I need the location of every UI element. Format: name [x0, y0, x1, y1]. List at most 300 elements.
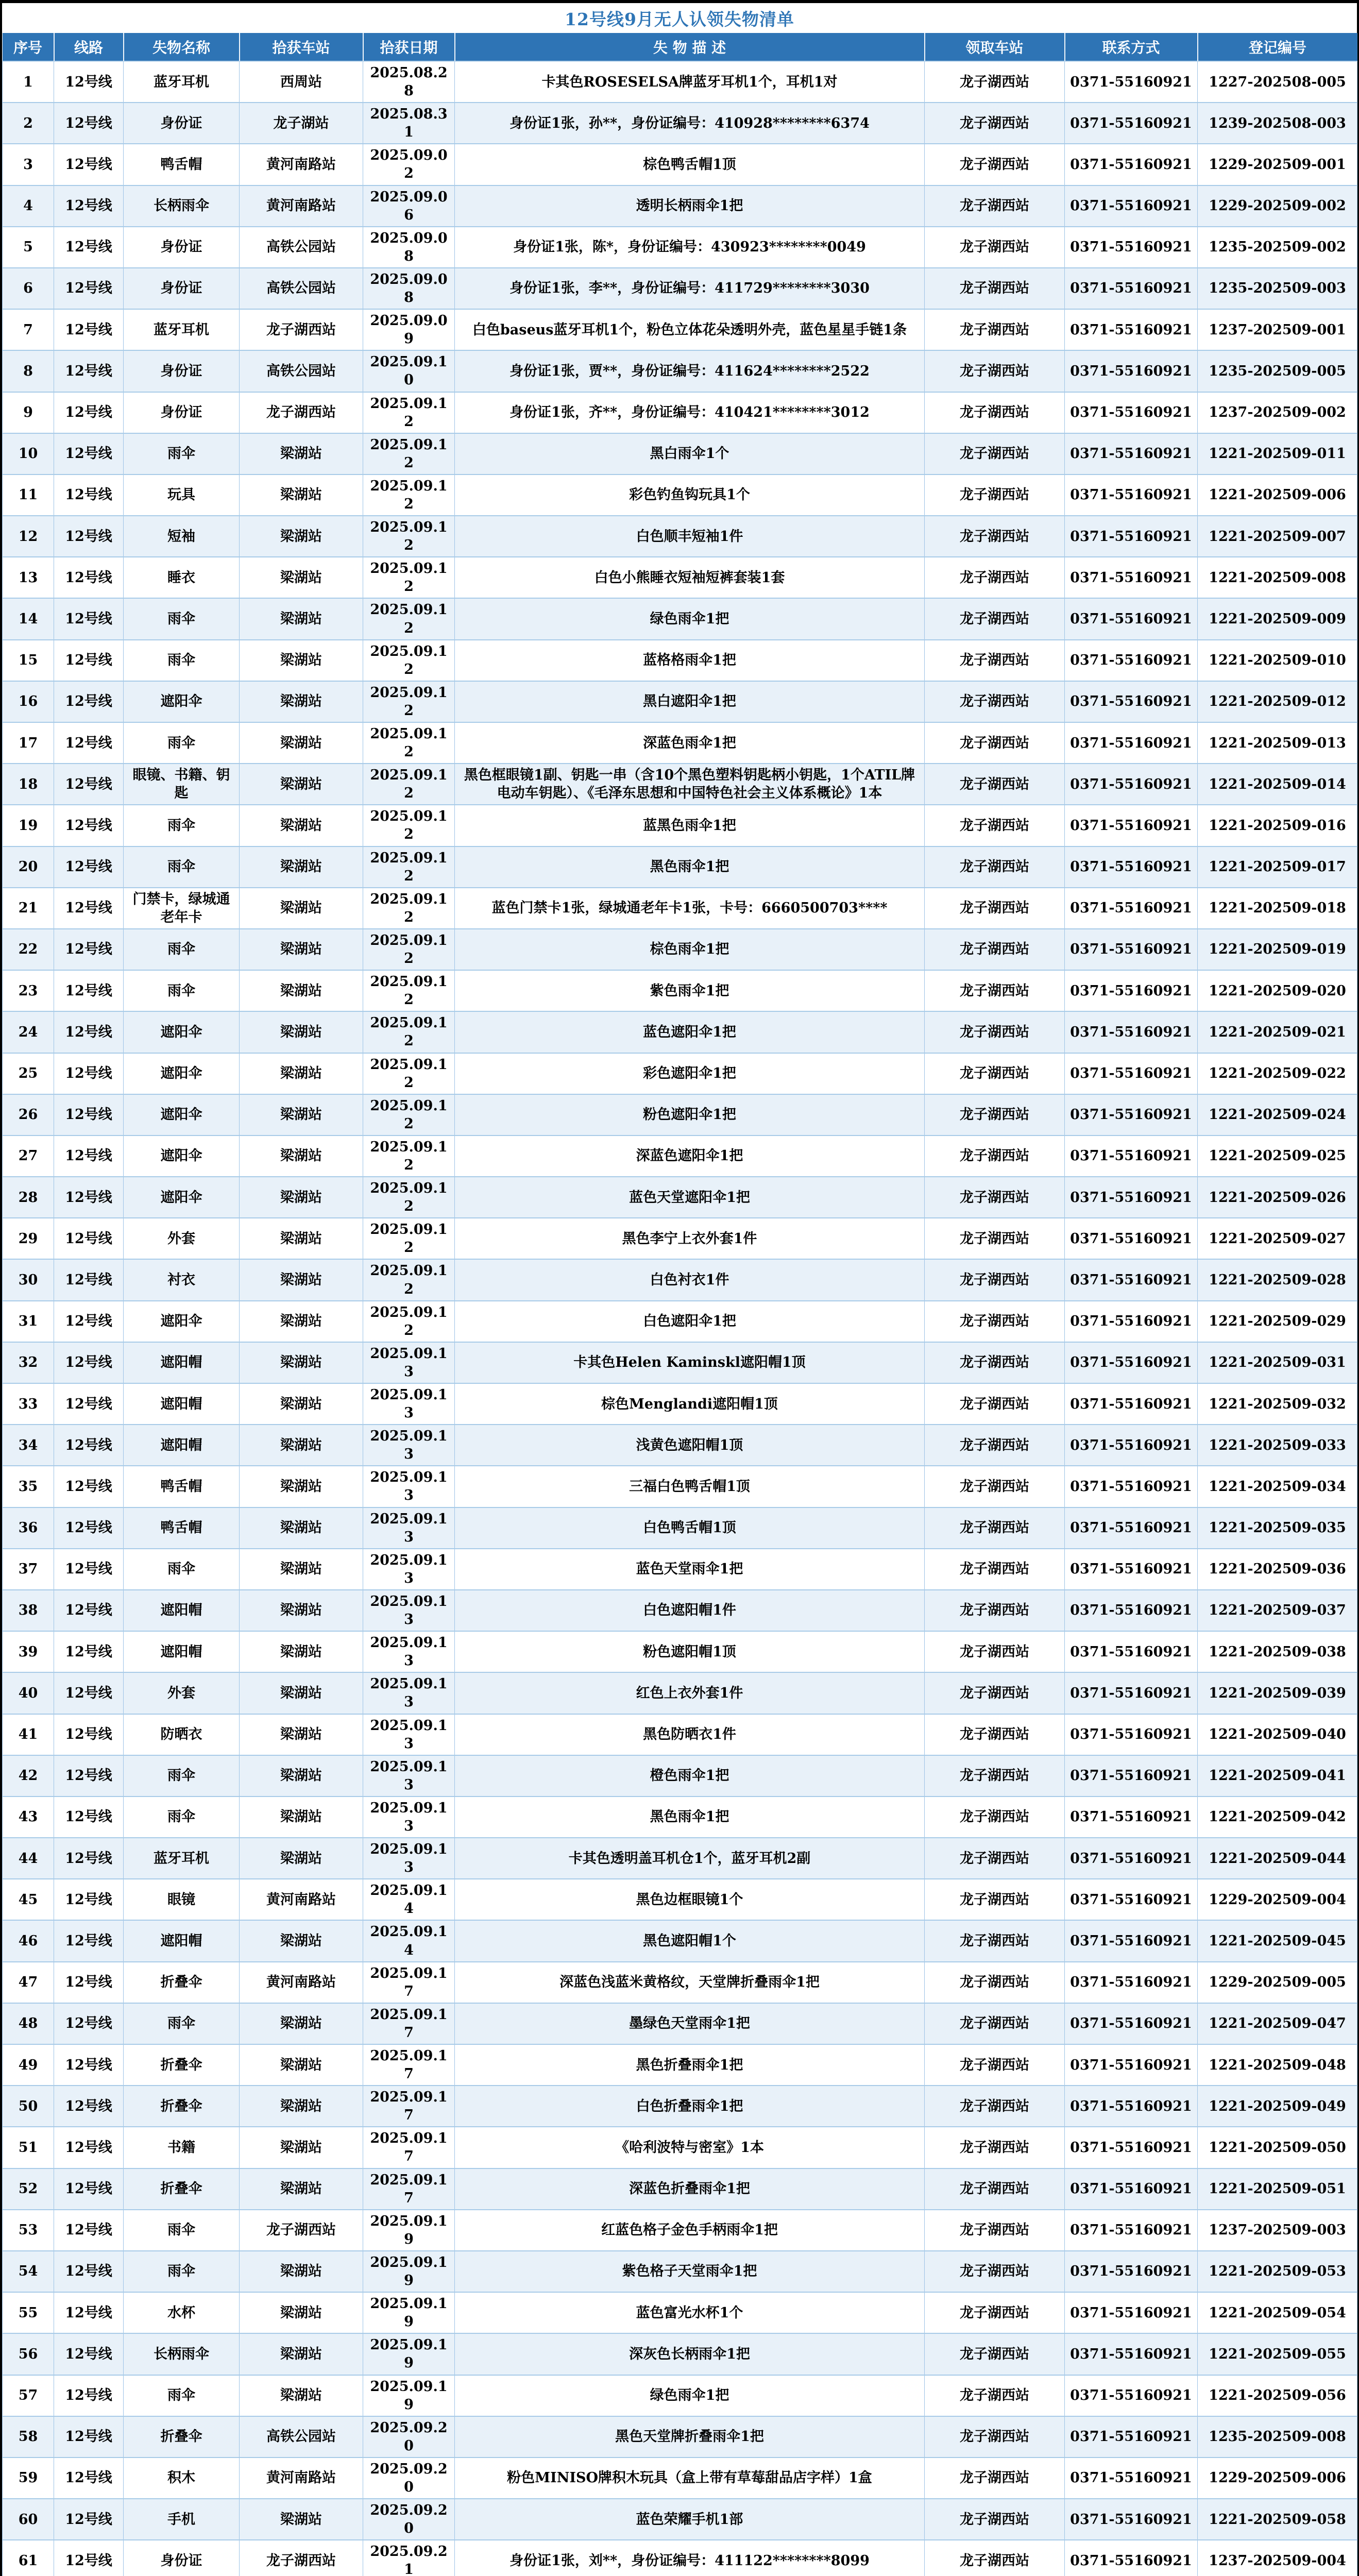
cell-item-name: 雨伞: [124, 2210, 240, 2251]
cell-found-date: 2025.09.13: [363, 1755, 455, 1797]
cell-registration-id: 1221-202509-016: [1198, 805, 1357, 846]
cell-found-station: 梁湖站: [240, 433, 363, 474]
cell-contact: 0371-55160921: [1065, 2458, 1198, 2499]
table-row: [3, 2003, 1357, 2044]
cell-seq: 38: [3, 1590, 54, 1631]
cell-contact: 0371-55160921: [1065, 1094, 1198, 1136]
cell-line: 12号线: [54, 1011, 124, 1053]
cell-found-date: 2025.09.13: [363, 1507, 455, 1549]
cell-item-name: 积木: [124, 2458, 240, 2499]
cell-pickup-station: 龙子湖西站: [925, 1838, 1065, 1879]
table-row: [3, 681, 1357, 722]
cell-pickup-station: 龙子湖西站: [925, 227, 1065, 268]
cell-contact: 0371-55160921: [1065, 516, 1198, 557]
cell-found-station: 梁湖站: [240, 1259, 363, 1300]
cell-found-station: 梁湖站: [240, 598, 363, 639]
cell-item-name: 蓝牙耳机: [124, 61, 240, 103]
cell-pickup-station: 龙子湖西站: [925, 350, 1065, 392]
cell-item-name: 雨伞: [124, 2003, 240, 2044]
cell-found-station: 梁湖站: [240, 1425, 363, 1466]
cell-pickup-station: 龙子湖西站: [925, 2540, 1065, 2576]
cell-description: 白色小熊睡衣短袖短裤套装1套: [455, 557, 925, 598]
column-header-description: 失 物 描 述: [455, 33, 925, 61]
table-row: [3, 805, 1357, 846]
cell-contact: 0371-55160921: [1065, 350, 1198, 392]
cell-found-date: 2025.09.19: [363, 2375, 455, 2416]
cell-registration-id: 1235-202509-002: [1198, 227, 1357, 268]
cell-found-date: 2025.09.02: [363, 144, 455, 185]
cell-item-name: 遮阳伞: [124, 1136, 240, 1177]
table-row: [3, 2210, 1357, 2251]
column-header-pickup-station: 领取车站: [925, 33, 1065, 61]
cell-registration-id: 1221-202509-026: [1198, 1177, 1357, 1218]
cell-item-name: 雨伞: [124, 2375, 240, 2416]
cell-item-name: 睡衣: [124, 557, 240, 598]
cell-line: 12号线: [54, 1383, 124, 1425]
cell-contact: 0371-55160921: [1065, 2044, 1198, 2086]
cell-pickup-station: 龙子湖西站: [925, 1094, 1065, 1136]
cell-line: 12号线: [54, 1177, 124, 1218]
cell-seq: 5: [3, 227, 54, 268]
cell-contact: 0371-55160921: [1065, 144, 1198, 185]
cell-contact: 0371-55160921: [1065, 1879, 1198, 1920]
cell-found-date: 2025.09.12: [363, 1301, 455, 1342]
cell-line: 12号线: [54, 1672, 124, 1714]
table-row: [3, 2086, 1357, 2127]
cell-found-station: 梁湖站: [240, 640, 363, 681]
cell-item-name: 雨伞: [124, 722, 240, 764]
cell-description: 黑色天堂牌折叠雨伞1把: [455, 2416, 925, 2458]
table-row: [3, 2251, 1357, 2292]
cell-pickup-station: 龙子湖西站: [925, 2127, 1065, 2168]
cell-item-name: 遮阳帽: [124, 1383, 240, 1425]
cell-description: 粉色遮阳伞1把: [455, 1094, 925, 1136]
cell-line: 12号线: [54, 2003, 124, 2044]
cell-registration-id: 1221-202509-025: [1198, 1136, 1357, 1177]
cell-registration-id: 1221-202509-028: [1198, 1259, 1357, 1300]
cell-found-date: 2025.09.17: [363, 2003, 455, 2044]
cell-found-station: 梁湖站: [240, 1466, 363, 1507]
cell-contact: 0371-55160921: [1065, 557, 1198, 598]
cell-line: 12号线: [54, 722, 124, 764]
cell-registration-id: 1229-202509-005: [1198, 1962, 1357, 2003]
cell-registration-id: 1221-202509-050: [1198, 2127, 1357, 2168]
cell-found-date: 2025.09.20: [363, 2499, 455, 2540]
cell-found-date: 2025.09.10: [363, 350, 455, 392]
table-row: [3, 640, 1357, 681]
cell-registration-id: 1237-202509-001: [1198, 309, 1357, 350]
cell-line: 12号线: [54, 2499, 124, 2540]
cell-seq: 11: [3, 474, 54, 516]
cell-item-name: 鸭舌帽: [124, 144, 240, 185]
cell-pickup-station: 龙子湖西站: [925, 1714, 1065, 1755]
cell-found-station: 梁湖站: [240, 2333, 363, 2375]
cell-seq: 28: [3, 1177, 54, 1218]
cell-contact: 0371-55160921: [1065, 1962, 1198, 2003]
cell-item-name: 书籍: [124, 2127, 240, 2168]
cell-description: 白色衬衣1件: [455, 1259, 925, 1300]
cell-description: 身份证1张，陈*，身份证编号：430923********0049: [455, 227, 925, 268]
column-header-found-station: 拾获车站: [240, 33, 363, 61]
cell-pickup-station: 龙子湖西站: [925, 1962, 1065, 2003]
cell-line: 12号线: [54, 1507, 124, 1549]
cell-registration-id: 1229-202509-002: [1198, 185, 1357, 227]
cell-registration-id: 1221-202509-022: [1198, 1053, 1357, 1094]
cell-contact: 0371-55160921: [1065, 2127, 1198, 2168]
table-row: [3, 474, 1357, 516]
cell-pickup-station: 龙子湖西站: [925, 1920, 1065, 1961]
cell-found-station: 梁湖站: [240, 2292, 363, 2333]
cell-seq: 49: [3, 2044, 54, 2086]
cell-contact: 0371-55160921: [1065, 1920, 1198, 1961]
cell-line: 12号线: [54, 227, 124, 268]
cell-found-station: 梁湖站: [240, 1549, 363, 1590]
cell-seq: 18: [3, 764, 54, 805]
cell-found-date: 2025.09.12: [363, 557, 455, 598]
cell-found-station: 梁湖站: [240, 970, 363, 1011]
cell-pickup-station: 龙子湖西站: [925, 1218, 1065, 1259]
cell-contact: 0371-55160921: [1065, 2416, 1198, 2458]
cell-description: 蓝色富光水杯1个: [455, 2292, 925, 2333]
cell-contact: 0371-55160921: [1065, 1383, 1198, 1425]
cell-item-name: 遮阳帽: [124, 1631, 240, 1672]
table-row: [3, 268, 1357, 309]
cell-contact: 0371-55160921: [1065, 1549, 1198, 1590]
cell-registration-id: 1229-202509-001: [1198, 144, 1357, 185]
table-row: [3, 1218, 1357, 1259]
cell-seq: 24: [3, 1011, 54, 1053]
cell-found-date: 2025.09.12: [363, 1053, 455, 1094]
cell-description: 深蓝色遮阳伞1把: [455, 1136, 925, 1177]
cell-found-station: 高铁公园站: [240, 268, 363, 309]
table-row: [3, 1962, 1357, 2003]
cell-item-name: 门禁卡，绿城通老年卡: [124, 888, 240, 929]
cell-description: 黑色李宁上衣外套1件: [455, 1218, 925, 1259]
cell-seq: 36: [3, 1507, 54, 1549]
cell-contact: 0371-55160921: [1065, 1011, 1198, 1053]
cell-line: 12号线: [54, 557, 124, 598]
cell-found-date: 2025.09.12: [363, 1011, 455, 1053]
cell-registration-id: 1221-202509-038: [1198, 1631, 1357, 1672]
cell-pickup-station: 龙子湖西站: [925, 929, 1065, 970]
table-row: [3, 1301, 1357, 1342]
table-body: [3, 61, 1357, 2576]
cell-found-station: 梁湖站: [240, 1920, 363, 1961]
cell-found-station: 梁湖站: [240, 2003, 363, 2044]
cell-contact: 0371-55160921: [1065, 1714, 1198, 1755]
cell-contact: 0371-55160921: [1065, 2168, 1198, 2210]
cell-line: 12号线: [54, 764, 124, 805]
table-row: [3, 1136, 1357, 1177]
table-row: [3, 557, 1357, 598]
cell-description: 绿色雨伞1把: [455, 598, 925, 639]
cell-line: 12号线: [54, 888, 124, 929]
table-row: [3, 1631, 1357, 1672]
cell-seq: 4: [3, 185, 54, 227]
cell-seq: 8: [3, 350, 54, 392]
cell-line: 12号线: [54, 1259, 124, 1300]
cell-registration-id: 1229-202509-004: [1198, 1879, 1357, 1920]
cell-registration-id: 1221-202509-042: [1198, 1797, 1357, 1838]
cell-registration-id: 1221-202509-048: [1198, 2044, 1357, 2086]
cell-pickup-station: 龙子湖西站: [925, 557, 1065, 598]
cell-line: 12号线: [54, 144, 124, 185]
cell-description: 蓝格格雨伞1把: [455, 640, 925, 681]
cell-item-name: 雨伞: [124, 433, 240, 474]
cell-seq: 29: [3, 1218, 54, 1259]
cell-pickup-station: 龙子湖西站: [925, 640, 1065, 681]
cell-description: 透明长柄雨伞1把: [455, 185, 925, 227]
column-header-line: 线路: [54, 33, 124, 61]
table-row: [3, 2499, 1357, 2540]
cell-found-station: 梁湖站: [240, 1218, 363, 1259]
table-row: [3, 1094, 1357, 1136]
cell-contact: 0371-55160921: [1065, 1590, 1198, 1631]
cell-line: 12号线: [54, 2251, 124, 2292]
cell-found-date: 2025.09.12: [363, 516, 455, 557]
cell-found-station: 梁湖站: [240, 474, 363, 516]
cell-contact: 0371-55160921: [1065, 2540, 1198, 2576]
cell-description: 身份证1张，齐**，身份证编号：410421********3012: [455, 392, 925, 433]
cell-item-name: 雨伞: [124, 1549, 240, 1590]
cell-pickup-station: 龙子湖西站: [925, 1259, 1065, 1300]
cell-found-date: 2025.09.17: [363, 2086, 455, 2127]
table-row: [3, 1549, 1357, 1590]
cell-found-date: 2025.09.13: [363, 1672, 455, 1714]
cell-item-name: 眼镜: [124, 1879, 240, 1920]
table-row: [3, 1920, 1357, 1961]
cell-found-station: 高铁公园站: [240, 350, 363, 392]
cell-pickup-station: 龙子湖西站: [925, 185, 1065, 227]
cell-description: 黑色雨伞1把: [455, 846, 925, 888]
cell-line: 12号线: [54, 516, 124, 557]
cell-contact: 0371-55160921: [1065, 309, 1198, 350]
table-row: [3, 846, 1357, 888]
cell-item-name: 雨伞: [124, 929, 240, 970]
cell-seq: 43: [3, 1797, 54, 1838]
cell-pickup-station: 龙子湖西站: [925, 1425, 1065, 1466]
cell-pickup-station: 龙子湖西站: [925, 2292, 1065, 2333]
cell-item-name: 衬衣: [124, 1259, 240, 1300]
cell-found-station: 梁湖站: [240, 516, 363, 557]
cell-description: 黑色雨伞1把: [455, 1797, 925, 1838]
cell-item-name: 遮阳帽: [124, 1590, 240, 1631]
table-row: [3, 1342, 1357, 1383]
cell-found-date: 2025.09.13: [363, 1466, 455, 1507]
cell-description: 卡其色ROSESELSA牌蓝牙耳机1个，耳机1对: [455, 61, 925, 103]
cell-found-date: 2025.08.31: [363, 103, 455, 144]
cell-description: 粉色MINISO牌积木玩具（盒上带有草莓甜品店字样）1盒: [455, 2458, 925, 2499]
cell-description: 三福白色鸭舌帽1顶: [455, 1466, 925, 1507]
cell-seq: 25: [3, 1053, 54, 1094]
cell-found-date: 2025.09.17: [363, 1962, 455, 2003]
table-row: [3, 970, 1357, 1011]
cell-item-name: 身份证: [124, 350, 240, 392]
cell-registration-id: 1221-202509-040: [1198, 1714, 1357, 1755]
cell-registration-id: 1237-202509-004: [1198, 2540, 1357, 2576]
cell-contact: 0371-55160921: [1065, 764, 1198, 805]
cell-item-name: 长柄雨伞: [124, 185, 240, 227]
cell-contact: 0371-55160921: [1065, 2333, 1198, 2375]
table-row: [3, 227, 1357, 268]
cell-seq: 35: [3, 1466, 54, 1507]
cell-description: 彩色钓鱼钩玩具1个: [455, 474, 925, 516]
cell-found-date: 2025.09.12: [363, 433, 455, 474]
cell-description: 蓝色遮阳伞1把: [455, 1011, 925, 1053]
cell-found-date: 2025.09.19: [363, 2292, 455, 2333]
cell-pickup-station: 龙子湖西站: [925, 2044, 1065, 2086]
table-row: [3, 598, 1357, 639]
cell-description: 棕色鸭舌帽1顶: [455, 144, 925, 185]
cell-found-station: 梁湖站: [240, 1797, 363, 1838]
cell-contact: 0371-55160921: [1065, 2251, 1198, 2292]
cell-found-date: 2025.08.28: [363, 61, 455, 103]
cell-pickup-station: 龙子湖西站: [925, 1549, 1065, 1590]
cell-found-station: 龙子湖西站: [240, 2540, 363, 2576]
cell-seq: 19: [3, 805, 54, 846]
cell-found-station: 龙子湖西站: [240, 2210, 363, 2251]
cell-description: 红色上衣外套1件: [455, 1672, 925, 1714]
cell-seq: 47: [3, 1962, 54, 2003]
cell-seq: 44: [3, 1838, 54, 1879]
cell-item-name: 遮阳伞: [124, 681, 240, 722]
cell-pickup-station: 龙子湖西站: [925, 1466, 1065, 1507]
cell-description: 卡其色Helen Kaminskl遮阳帽1顶: [455, 1342, 925, 1383]
cell-pickup-station: 龙子湖西站: [925, 1383, 1065, 1425]
cell-pickup-station: 龙子湖西站: [925, 722, 1065, 764]
cell-found-date: 2025.09.12: [363, 1094, 455, 1136]
table-row: [3, 1507, 1357, 1549]
cell-seq: 40: [3, 1672, 54, 1714]
cell-description: 蓝色天堂雨伞1把: [455, 1549, 925, 1590]
cell-contact: 0371-55160921: [1065, 1466, 1198, 1507]
cell-registration-id: 1221-202509-009: [1198, 598, 1357, 639]
cell-registration-id: 1221-202509-010: [1198, 640, 1357, 681]
column-header-item-name: 失物名称: [124, 33, 240, 61]
cell-description: 紫色雨伞1把: [455, 970, 925, 1011]
cell-seq: 41: [3, 1714, 54, 1755]
cell-registration-id: 1235-202509-003: [1198, 268, 1357, 309]
cell-seq: 21: [3, 888, 54, 929]
cell-description: 身份证1张，刘**，身份证编号：411122********8099: [455, 2540, 925, 2576]
cell-line: 12号线: [54, 805, 124, 846]
cell-item-name: 身份证: [124, 227, 240, 268]
cell-pickup-station: 龙子湖西站: [925, 2086, 1065, 2127]
cell-contact: 0371-55160921: [1065, 888, 1198, 929]
cell-line: 12号线: [54, 1094, 124, 1136]
cell-description: 白色顺丰短袖1件: [455, 516, 925, 557]
cell-found-station: 龙子湖站: [240, 103, 363, 144]
cell-line: 12号线: [54, 598, 124, 639]
cell-description: 身份证1张，贾**，身份证编号：411624********2522: [455, 350, 925, 392]
cell-line: 12号线: [54, 1714, 124, 1755]
cell-seq: 14: [3, 598, 54, 639]
table-row: [3, 1838, 1357, 1879]
cell-found-station: 梁湖站: [240, 2168, 363, 2210]
cell-found-station: 梁湖站: [240, 846, 363, 888]
cell-item-name: 雨伞: [124, 1755, 240, 1797]
cell-registration-id: 1221-202509-006: [1198, 474, 1357, 516]
cell-registration-id: 1227-202508-005: [1198, 61, 1357, 103]
cell-seq: 7: [3, 309, 54, 350]
cell-registration-id: 1221-202509-035: [1198, 1507, 1357, 1549]
cell-item-name: 遮阳帽: [124, 1342, 240, 1383]
cell-registration-id: 1229-202509-006: [1198, 2458, 1357, 2499]
cell-seq: 9: [3, 392, 54, 433]
column-header-seq: 序号: [3, 33, 54, 61]
cell-registration-id: 1221-202509-041: [1198, 1755, 1357, 1797]
cell-registration-id: 1221-202509-034: [1198, 1466, 1357, 1507]
cell-found-station: 梁湖站: [240, 1011, 363, 1053]
cell-line: 12号线: [54, 2333, 124, 2375]
cell-seq: 30: [3, 1259, 54, 1300]
cell-contact: 0371-55160921: [1065, 1797, 1198, 1838]
cell-registration-id: 1237-202509-003: [1198, 2210, 1357, 2251]
cell-found-date: 2025.09.13: [363, 1838, 455, 1879]
cell-seq: 22: [3, 929, 54, 970]
cell-found-station: 黄河南路站: [240, 1879, 363, 1920]
table-row: [3, 1797, 1357, 1838]
cell-registration-id: 1221-202509-049: [1198, 2086, 1357, 2127]
cell-seq: 37: [3, 1549, 54, 1590]
cell-line: 12号线: [54, 2375, 124, 2416]
cell-found-date: 2025.09.12: [363, 1177, 455, 1218]
cell-line: 12号线: [54, 1425, 124, 1466]
cell-found-station: 梁湖站: [240, 1838, 363, 1879]
cell-contact: 0371-55160921: [1065, 227, 1198, 268]
cell-description: 粉色遮阳帽1顶: [455, 1631, 925, 1672]
cell-line: 12号线: [54, 1590, 124, 1631]
cell-pickup-station: 龙子湖西站: [925, 2333, 1065, 2375]
cell-pickup-station: 龙子湖西站: [925, 1011, 1065, 1053]
cell-pickup-station: 龙子湖西站: [925, 61, 1065, 103]
cell-line: 12号线: [54, 1962, 124, 2003]
cell-description: 深蓝色浅蓝米黄格纹，天堂牌折叠雨伞1把: [455, 1962, 925, 2003]
cell-found-station: 梁湖站: [240, 1714, 363, 1755]
cell-pickup-station: 龙子湖西站: [925, 598, 1065, 639]
cell-contact: 0371-55160921: [1065, 1672, 1198, 1714]
cell-line: 12号线: [54, 1136, 124, 1177]
cell-found-station: 梁湖站: [240, 1342, 363, 1383]
cell-found-station: 梁湖站: [240, 1094, 363, 1136]
cell-found-station: 黄河南路站: [240, 144, 363, 185]
cell-seq: 55: [3, 2292, 54, 2333]
cell-registration-id: 1221-202509-007: [1198, 516, 1357, 557]
cell-found-station: 黄河南路站: [240, 2458, 363, 2499]
cell-contact: 0371-55160921: [1065, 392, 1198, 433]
cell-found-station: 梁湖站: [240, 805, 363, 846]
cell-registration-id: 1221-202509-039: [1198, 1672, 1357, 1714]
cell-pickup-station: 龙子湖西站: [925, 1301, 1065, 1342]
cell-line: 12号线: [54, 2127, 124, 2168]
cell-registration-id: 1221-202509-024: [1198, 1094, 1357, 1136]
cell-description: 绿色雨伞1把: [455, 2375, 925, 2416]
cell-seq: 45: [3, 1879, 54, 1920]
cell-item-name: 身份证: [124, 392, 240, 433]
cell-item-name: 遮阳伞: [124, 1011, 240, 1053]
cell-pickup-station: 龙子湖西站: [925, 309, 1065, 350]
cell-seq: 46: [3, 1920, 54, 1961]
cell-found-station: 梁湖站: [240, 1755, 363, 1797]
table-row: [3, 2540, 1357, 2576]
cell-item-name: 遮阳伞: [124, 1301, 240, 1342]
cell-seq: 57: [3, 2375, 54, 2416]
cell-found-station: 梁湖站: [240, 764, 363, 805]
cell-contact: 0371-55160921: [1065, 1342, 1198, 1383]
cell-seq: 51: [3, 2127, 54, 2168]
cell-line: 12号线: [54, 2458, 124, 2499]
cell-item-name: 遮阳伞: [124, 1177, 240, 1218]
